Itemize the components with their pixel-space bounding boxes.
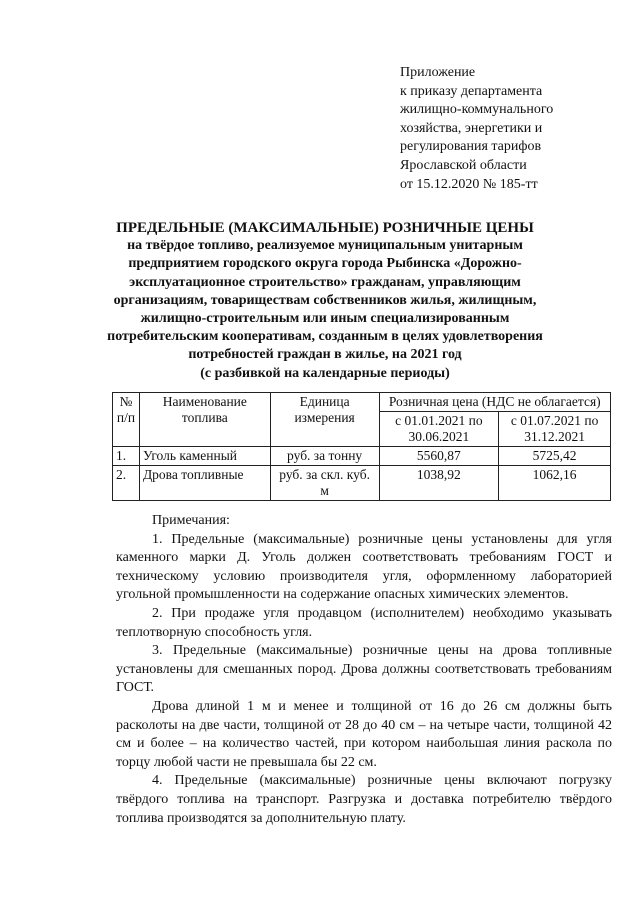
appendix-line: от 15.12.2020 № 185-тт xyxy=(400,176,538,192)
header-price: Розничная цена (НДС не облагается) xyxy=(379,393,611,412)
title-line: организациям, товариществам собственников жилья, жилищным, xyxy=(113,292,537,308)
cell-name: Уголь каменный xyxy=(139,447,270,466)
cell-price2: 5725,42 xyxy=(499,447,611,466)
cell-num: 1. xyxy=(113,447,140,466)
appendix-line: Ярославской области xyxy=(400,157,527,173)
title-line: (с разбивкой на календарные периоды) xyxy=(200,365,450,381)
appendix-line: жилищно-коммунального xyxy=(400,102,554,118)
cell-num: 2. xyxy=(113,466,140,501)
header-name: Наименование топлива xyxy=(139,393,270,447)
cell-unit: руб. за скл. куб. м xyxy=(270,466,379,501)
title-line: потребительским кооперативам, созданным в целях удовлетворения xyxy=(107,329,543,345)
note-paragraph: 2. При продаже угля продавцом (исполнителем) необходимо указывать теплотворную способность угля. xyxy=(116,605,612,640)
cell-price1: 5560,87 xyxy=(379,447,499,466)
title-heading: ПРЕДЕЛЬНЫЕ (МАКСИМАЛЬНЫЕ) РОЗНИЧНЫЕ ЦЕНЫ xyxy=(116,220,534,236)
header-period1: с 01.01.2021 по 30.06.2021 xyxy=(379,412,499,447)
title-line: на твёрдое топливо, реализуемое муниципальным унитарным xyxy=(127,238,523,254)
table-row xyxy=(113,466,611,501)
note-paragraph: Дрова длиной 1 м и менее и толщиной от 16 до 26 см должны быть расколоты на две части, толщиной от 28 до 40 см – на четыре части, толщиной 42 см и более – на количество частей, при котором наибольшая линия раскола по торцу любой части не превышала бы 22 см. xyxy=(116,698,612,770)
header-unit: Единица измерения xyxy=(270,393,379,447)
header-num: № п/п xyxy=(113,393,140,447)
notes-section xyxy=(116,512,612,828)
appendix-line: хозяйства, энергетики и xyxy=(400,120,543,136)
title-line: жилищно-строительным или иным специализированным xyxy=(140,311,510,327)
appendix-line: Приложение xyxy=(400,65,476,80)
cell-price1: 1038,92 xyxy=(379,466,499,501)
price-table xyxy=(112,392,611,501)
appendix-line: регулирования тарифов xyxy=(400,139,542,155)
note-paragraph: 4. Предельные (максимальные) розничные цены включают погрузку твёрдого топлива на транспорт. Разгрузка и доставка потребителю твёрдого топлива производятся за дополнительную плату. xyxy=(116,773,612,826)
appendix-block xyxy=(400,64,620,194)
document-title xyxy=(60,219,590,383)
table-row xyxy=(113,447,611,466)
title-line: предприятием городского округа города Рыбинска «Дорожно- xyxy=(128,256,522,272)
cell-unit: руб. за тонну xyxy=(270,447,379,466)
note-paragraph: 3. Предельные (максимальные) розничные цены на дрова топливные установлены для смешанных пород. Дрова должны соответствовать требованиям ГОСТ. xyxy=(116,643,612,696)
title-line: эксплуатационное строительство» гражданам, управляющим xyxy=(129,274,521,290)
title-line: потребностей граждан в жилье, на 2021 год xyxy=(188,347,462,363)
cell-price2: 1062,16 xyxy=(499,466,611,501)
cell-name: Дрова топливные xyxy=(139,466,270,501)
appendix-line: к приказу департамента xyxy=(400,83,543,99)
table-header-row xyxy=(113,393,611,412)
note-paragraph: 1. Предельные (максимальные) розничные цены установлены для угля каменного марки Д. Уголь должен соответствовать требованиям ГОСТ и техническому условию производителя угля, оформленному лабораторией угольной промышленности на содержание опасных химических элементов. xyxy=(116,531,612,603)
header-period2: с 01.07.2021 по 31.12.2021 xyxy=(499,412,611,447)
notes-heading: Примечания: xyxy=(152,513,230,528)
